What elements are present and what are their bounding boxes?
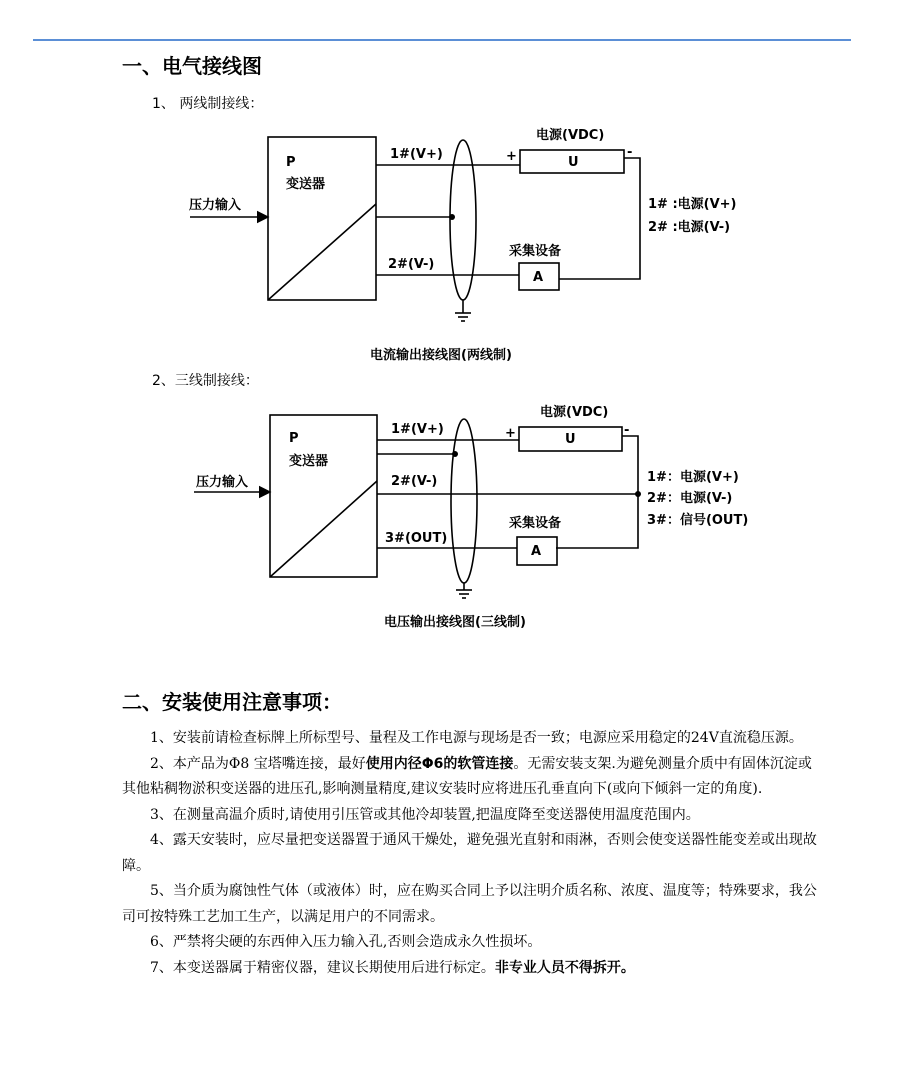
section-title-installation: 二、安装使用注意事项： <box>122 690 342 714</box>
transmitter-diagonal <box>268 204 376 300</box>
two-wire-wire2: 2#(V-) <box>388 257 435 272</box>
two-wire-device-label: 采集设备 <box>509 244 562 259</box>
note-7-bold: 非专业人员不得拆开。 <box>494 959 635 976</box>
two-wire-device-a: A <box>533 270 544 285</box>
note-2-bold: 使用内径Φ6的软管连接 <box>365 755 514 772</box>
transmitter-diagonal <box>270 481 377 577</box>
three-wire-wire1: 1#(V+) <box>391 422 444 437</box>
three-wire-wire3: 3#(OUT) <box>385 531 448 546</box>
three-wire-device-label: 采集设备 <box>509 516 562 531</box>
note-2: 2、本产品为Φ8 宝塔嘴连接，最好使用内径Φ6的软管连接。无需安装支架.为避免测量介质中有固体沉淀或其他粘稠物淤积变送器的进压孔,影响测量精度,建议安装时应将进压孔垂直向下(或向下倾斜一定的角度). <box>122 755 812 797</box>
three-wire-p: P <box>289 431 299 446</box>
two-wire-power-u: U <box>568 155 579 170</box>
note-4: 4、露天安装时，应尽量把变送器置于通风干燥处，避免强光直射和雨淋，否则会使变送器性能变差或出现故障。 <box>122 832 817 874</box>
three-wire-power-label: 电源(VDC) <box>540 405 609 420</box>
installation-notes <box>122 726 822 981</box>
shield-ellipse <box>451 419 477 583</box>
two-wire-legend-2: 2# :电源(V-) <box>648 220 731 235</box>
two-wire-pressure-input: 压力输入 <box>189 198 242 213</box>
note-1: 1、安装前请检查标牌上所标型号、量程及工作电源与现场是否一致；电源应采用稳定的24V直流稳压源。 <box>150 730 803 746</box>
three-wire-minus: - <box>624 423 630 438</box>
section-title-wiring: 一、电气接线图 <box>122 54 262 78</box>
two-wire-legend-1: 1# :电源(V+) <box>648 197 737 212</box>
two-wire-wire1: 1#(V+) <box>390 147 443 162</box>
three-wire-pressure-input: 压力输入 <box>196 475 249 490</box>
two-wire-caption: 电流输出接线图(两线制) <box>370 348 512 363</box>
three-wire-power-u: U <box>565 432 576 447</box>
three-wire-legend-3: 3#：信号(OUT) <box>647 513 749 528</box>
note-7: 7、本变送器属于精密仪器，建议长期使用后进行标定。非专业人员不得拆开。 <box>150 959 635 976</box>
two-wire-label: 1、 两线制接线： <box>152 96 264 112</box>
three-wire-legend-2: 2#：电源(V-) <box>647 491 733 506</box>
note-6: 6、严禁将尖硬的东西伸入压力输入孔,否则会造成永久性损坏。 <box>150 934 542 950</box>
shield-ellipse <box>450 140 476 300</box>
three-wire-legend-1: 1#：电源(V+) <box>647 470 739 485</box>
two-wire-p: P <box>286 155 296 170</box>
two-wire-minus: - <box>627 145 633 160</box>
three-wire-caption: 电压输出接线图(三线制) <box>384 615 526 630</box>
three-wire-wire2: 2#(V-) <box>391 474 438 489</box>
three-wire-plus: + <box>505 426 516 441</box>
three-wire-transmitter: 变送器 <box>289 454 329 469</box>
note-3: 3、在测量高温介质时,请使用引压管或其他冷却装置,把温度降至变送器使用温度范围内。 <box>150 806 700 823</box>
two-wire-transmitter: 变送器 <box>286 177 326 192</box>
three-wire-label: 2、三线制接线： <box>152 373 259 389</box>
three-wire-device-a: A <box>531 544 542 559</box>
two-wire-plus: + <box>506 149 517 164</box>
two-wire-power-label: 电源(VDC) <box>536 128 605 143</box>
note-5: 5、当介质为腐蚀性气体（或液体）时，应在购买合同上予以注明介质名称、浓度、温度等；特殊要求，我公司可按特殊工艺加工生产，以满足用户的不同需求。 <box>122 883 817 925</box>
